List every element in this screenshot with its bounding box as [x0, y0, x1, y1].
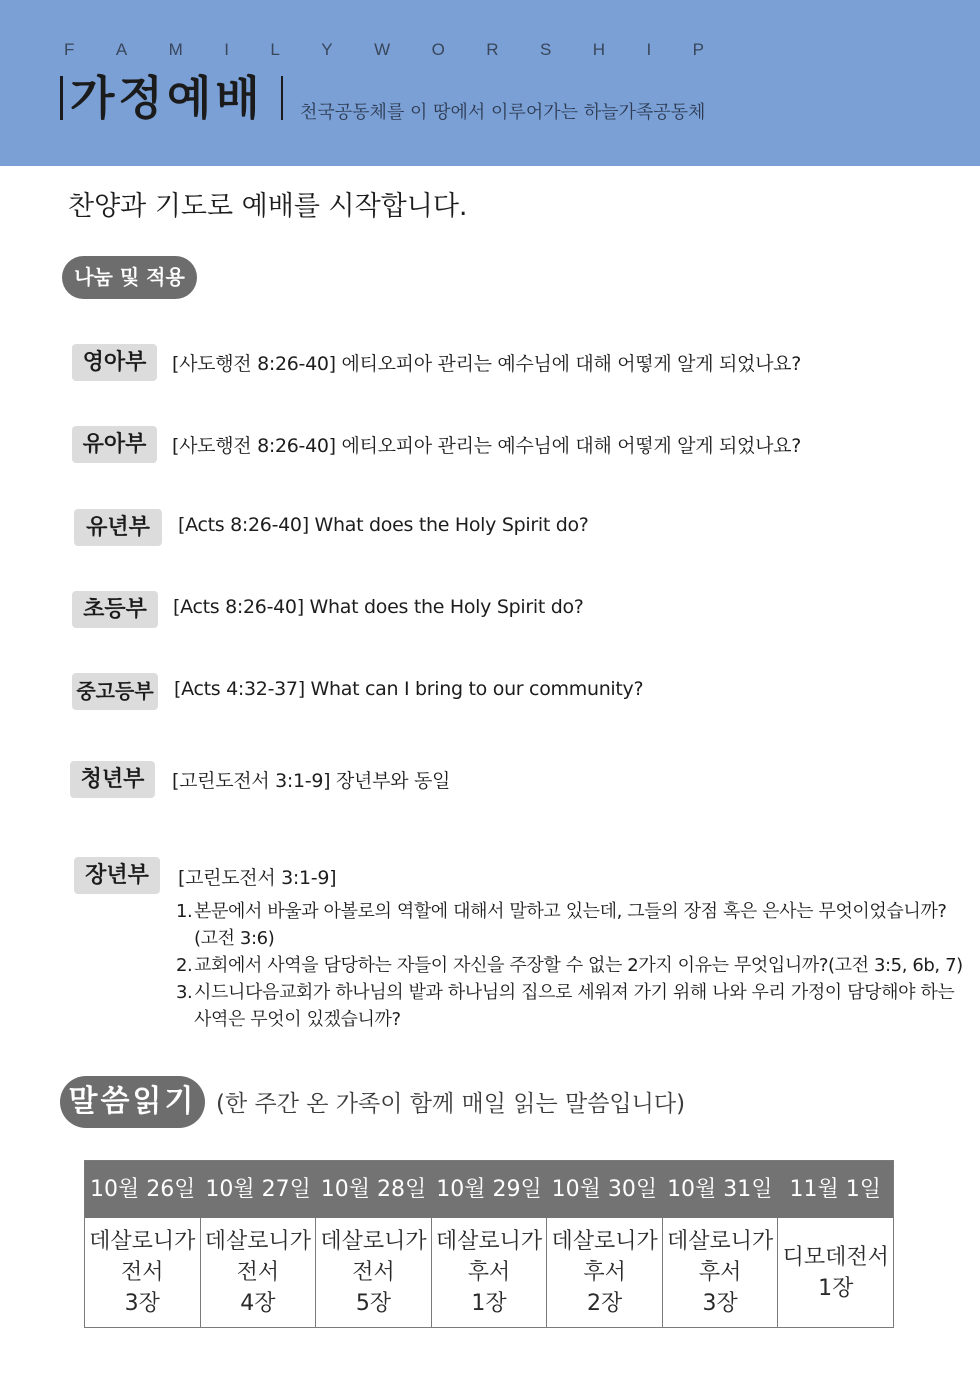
schedule-cell: [778, 1218, 893, 1327]
question-item: [176, 979, 966, 1033]
chapter: 3장: [124, 1291, 160, 1316]
department-label: 유년부: [74, 509, 162, 546]
book-name: 데살로니가: [320, 1229, 427, 1254]
chapter: 3장: [702, 1291, 738, 1316]
question-line: (고전 3:6): [194, 928, 275, 949]
schedule-cell: [85, 1218, 201, 1327]
schedule-cell: [547, 1218, 663, 1327]
question-number: 2.: [176, 955, 193, 976]
book-name: 데살로니가: [435, 1229, 543, 1254]
book-part: 전서: [121, 1260, 164, 1285]
schedule-cell: [663, 1218, 779, 1327]
reading-schedule-table: [84, 1160, 894, 1328]
bible-reading-label: 말씀읽기: [60, 1076, 205, 1128]
schedule-cell: [432, 1218, 548, 1327]
question-line: 본문에서 바울과 아볼로의 역할에 대해서 말하고 있는데, 그들의 장점 혹은 은사는 무엇이었습니까?: [194, 901, 947, 922]
adult-question-list: [176, 898, 966, 1033]
department-label: 영아부: [72, 344, 157, 381]
bible-reading-note: (한 주간 온 가족이 함께 매일 읽는 말씀입니다): [216, 1091, 686, 1117]
book-name: 데살로니가: [551, 1229, 658, 1254]
department-question: [Acts 4:32-37] What can I bring to our community?: [174, 678, 644, 700]
schedule-cell: [201, 1218, 317, 1327]
eyebrow-letter: L: [270, 40, 280, 59]
department-question: [사도행전 8:26-40] 에티오피아 관리는 예수님에 대해 어떻게 알게 되었나요?: [172, 435, 801, 457]
book-name: 데살로니가: [667, 1229, 774, 1254]
family-worship-eyebrow: [64, 40, 704, 60]
eyebrow-letter: W: [374, 40, 391, 59]
department-question: [고린도전서 3:1-9] 장년부와 동일: [172, 770, 451, 792]
question-text: 교회에서 사역을 담당하는 자들이 자신을 주장할 수 없는 2가지 이유는 무엇입니까?(고전 3:5, 6b, 7): [194, 955, 963, 976]
question-text: [194, 898, 966, 952]
chapter: 5장: [355, 1291, 392, 1316]
department-label: 청년부: [70, 761, 155, 798]
department-question: [사도행전 8:26-40] 에티오피아 관리는 예수님에 대해 어떻게 알게 되었나요?: [172, 353, 801, 375]
eyebrow-letter: I: [224, 40, 229, 59]
eyebrow-letter: O: [431, 40, 445, 59]
schedule-body-row: [85, 1218, 893, 1327]
department-label: 중고등부: [72, 673, 158, 710]
schedule-date: 10월 26일: [89, 1177, 196, 1202]
question-number: 3.: [176, 982, 193, 1003]
book-name: 데살로니가: [89, 1229, 196, 1254]
department-question: [고린도전서 3:1-9]: [178, 867, 337, 889]
page-subtitle: 천국공동체를 이 땅에서 이루어가는 하늘가족공동체: [300, 102, 706, 123]
eyebrow-letter: M: [168, 40, 183, 59]
department-label: 초등부: [72, 591, 158, 628]
chapter: 1장: [818, 1275, 854, 1301]
department-label: 장년부: [74, 857, 160, 894]
page-title: 가정예배: [70, 71, 264, 125]
chapter: 4장: [240, 1291, 276, 1316]
eyebrow-letter: Y: [321, 40, 333, 59]
schedule-date: 10월 31일: [667, 1177, 773, 1202]
eyebrow-letter: F: [64, 40, 75, 59]
header-banner: [0, 0, 980, 166]
book-part: 후서: [583, 1260, 626, 1285]
schedule-date: 10월 27일: [205, 1177, 311, 1202]
department-question: [Acts 8:26-40] What does the Holy Spirit do?: [178, 514, 589, 536]
chapter: 1장: [471, 1291, 507, 1316]
sharing-section-label: 나눔 및 적용: [62, 256, 197, 299]
eyebrow-letter: I: [646, 40, 652, 59]
question-item: [176, 952, 966, 979]
title-divider-left: [60, 76, 63, 120]
eyebrow-letter: H: [592, 40, 606, 59]
schedule-header-row: [85, 1161, 893, 1218]
question-text: [194, 979, 966, 1033]
title-divider-right: [281, 76, 283, 120]
book-name: 디모데전서: [782, 1244, 889, 1270]
department-question: [Acts 8:26-40] What does the Holy Spirit do?: [173, 596, 584, 618]
book-name: 데살로니가: [204, 1229, 311, 1254]
intro-text: 찬양과 기도로 예배를 시작합니다.: [68, 191, 468, 222]
question-line: 시드니다음교회가 하나님의 밭과 하나님의 집으로 세워져 가기 위해 나와 우리 가정이 담당해야 하는: [194, 982, 955, 1003]
book-part: 후서: [467, 1260, 511, 1285]
eyebrow-letter: R: [486, 40, 499, 59]
schedule-date: 10월 29일: [436, 1177, 542, 1202]
schedule-date: 10월 28일: [320, 1177, 427, 1202]
schedule-cell: [316, 1218, 432, 1327]
eyebrow-letter: P: [692, 40, 704, 59]
chapter: 2장: [586, 1291, 623, 1316]
eyebrow-letter: A: [115, 40, 128, 59]
schedule-date: 11월 1일: [789, 1177, 881, 1202]
book-part: 전서: [352, 1260, 395, 1285]
book-part: 전서: [236, 1260, 280, 1285]
question-item: [176, 898, 966, 952]
book-part: 후서: [698, 1260, 742, 1285]
department-label: 유아부: [72, 426, 157, 463]
question-number: 1.: [176, 901, 193, 922]
schedule-date: 10월 30일: [551, 1177, 658, 1202]
eyebrow-letter: S: [539, 40, 552, 59]
question-line: 사역은 무엇이 있겠습니까?: [194, 1009, 401, 1030]
